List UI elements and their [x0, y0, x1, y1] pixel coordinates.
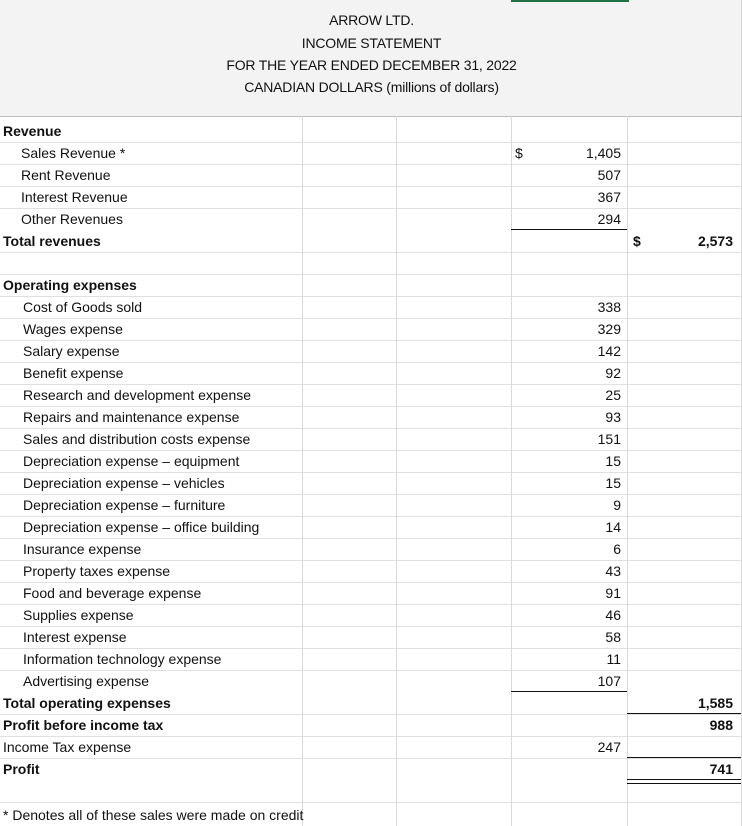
- row-label: Cost of Goods sold: [23, 299, 143, 315]
- table-row: [0, 604, 742, 626]
- row-value: 15: [605, 475, 621, 491]
- table-row: [0, 318, 742, 340]
- total-revenues-value: 2,573: [697, 233, 733, 249]
- table-row: [0, 450, 742, 472]
- row-value: 338: [597, 299, 621, 315]
- income-tax-value: 247: [597, 739, 621, 755]
- row-value: 91: [605, 585, 621, 601]
- table-row: [0, 538, 742, 560]
- company-name: ARROW LTD.: [329, 12, 414, 28]
- row-value: 294: [597, 211, 621, 227]
- table-row: [0, 406, 742, 428]
- statement-header: [0, 0, 742, 117]
- row-value: 15: [605, 453, 621, 469]
- double-underline: [627, 779, 741, 784]
- table-row: [0, 142, 742, 164]
- table-row: [0, 582, 742, 604]
- row-label: Interest Revenue: [21, 189, 128, 205]
- row-label: Repairs and maintenance expense: [23, 409, 240, 425]
- income-tax-label: Income Tax expense: [3, 739, 132, 755]
- row-value: 93: [605, 409, 621, 425]
- table-row: [0, 560, 742, 582]
- row-label: Supplies expense: [23, 607, 134, 623]
- row-value: 1,405: [585, 145, 621, 161]
- row-label: Sales and distribution costs expense: [23, 431, 251, 447]
- row-value: 43: [605, 563, 621, 579]
- profit-label: Profit: [3, 761, 40, 777]
- grid-row-line: [0, 252, 742, 253]
- table-row: [0, 340, 742, 362]
- row-label: Depreciation expense – furniture: [23, 497, 226, 513]
- table-row: [0, 692, 742, 714]
- row-label: Depreciation expense – equipment: [23, 453, 240, 469]
- table-row: [0, 472, 742, 494]
- table-row: [0, 186, 742, 208]
- footnote: * Denotes all of these sales were made on credit: [3, 807, 304, 823]
- table-row: [0, 120, 742, 142]
- table-row: [0, 384, 742, 406]
- grid-row-line: [0, 802, 742, 803]
- row-label: Depreciation expense – office building: [23, 519, 260, 535]
- table-row: [0, 296, 742, 318]
- table-row: [0, 758, 742, 780]
- row-label: Rent Revenue: [21, 167, 111, 183]
- total-operating-expenses-label: Total operating expenses: [3, 695, 171, 711]
- row-value: 58: [605, 629, 621, 645]
- row-value: 507: [597, 167, 621, 183]
- table-row: [0, 274, 742, 296]
- table-row: [0, 714, 742, 736]
- row-label: Insurance expense: [23, 541, 142, 557]
- statement-currency: CANADIAN DOLLARS (millions of dollars): [244, 79, 499, 95]
- operating-expenses-heading: Operating expenses: [3, 277, 137, 293]
- currency-symbol: $: [633, 233, 641, 249]
- row-value: 142: [597, 343, 621, 359]
- table-row: [0, 626, 742, 648]
- table-row: [0, 648, 742, 670]
- total-operating-expenses-value: 1,585: [697, 695, 733, 711]
- row-value: 367: [597, 189, 621, 205]
- profit-before-tax-label: Profit before income tax: [3, 717, 164, 733]
- row-value: 25: [605, 387, 621, 403]
- table-row: [0, 670, 742, 692]
- table-row: [0, 494, 742, 516]
- row-label: Property taxes expense: [23, 563, 171, 579]
- row-label: Wages expense: [23, 321, 123, 337]
- row-value: 151: [597, 431, 621, 447]
- selected-cell-indicator: [511, 0, 629, 2]
- table-row: [0, 362, 742, 384]
- statement-title: INCOME STATEMENT: [301, 35, 442, 51]
- row-value: 11: [606, 651, 621, 667]
- revenue-heading: Revenue: [3, 123, 62, 139]
- profit-value: 741: [709, 761, 733, 777]
- total-revenues-label: Total revenues: [3, 233, 101, 249]
- row-value: 107: [597, 673, 621, 689]
- table-row: [0, 164, 742, 186]
- row-label: Benefit expense: [23, 365, 124, 381]
- row-label: Other Revenues: [21, 211, 123, 227]
- table-row: [0, 428, 742, 450]
- table-row: [0, 516, 742, 538]
- row-value: 9: [613, 497, 621, 513]
- row-label: Interest expense: [23, 629, 127, 645]
- row-label: Advertising expense: [23, 673, 150, 689]
- row-label: Depreciation expense – vehicles: [23, 475, 225, 491]
- row-label: Research and development expense: [23, 387, 252, 403]
- row-value: 6: [613, 541, 621, 557]
- row-label: Salary expense: [23, 343, 120, 359]
- row-value: 92: [605, 365, 621, 381]
- currency-symbol: $: [515, 145, 523, 161]
- row-label: Food and beverage expense: [23, 585, 202, 601]
- row-value: 46: [605, 607, 621, 623]
- row-value: 14: [605, 519, 621, 535]
- table-row: [0, 208, 742, 230]
- statement-period: FOR THE YEAR ENDED DECEMBER 31, 2022: [226, 57, 517, 73]
- row-value: 329: [597, 321, 621, 337]
- table-row: [0, 230, 742, 252]
- table-row: [0, 736, 742, 758]
- profit-before-tax-value: 988: [709, 717, 733, 733]
- row-label: Sales Revenue *: [21, 145, 126, 161]
- row-label: Information technology expense: [23, 651, 222, 667]
